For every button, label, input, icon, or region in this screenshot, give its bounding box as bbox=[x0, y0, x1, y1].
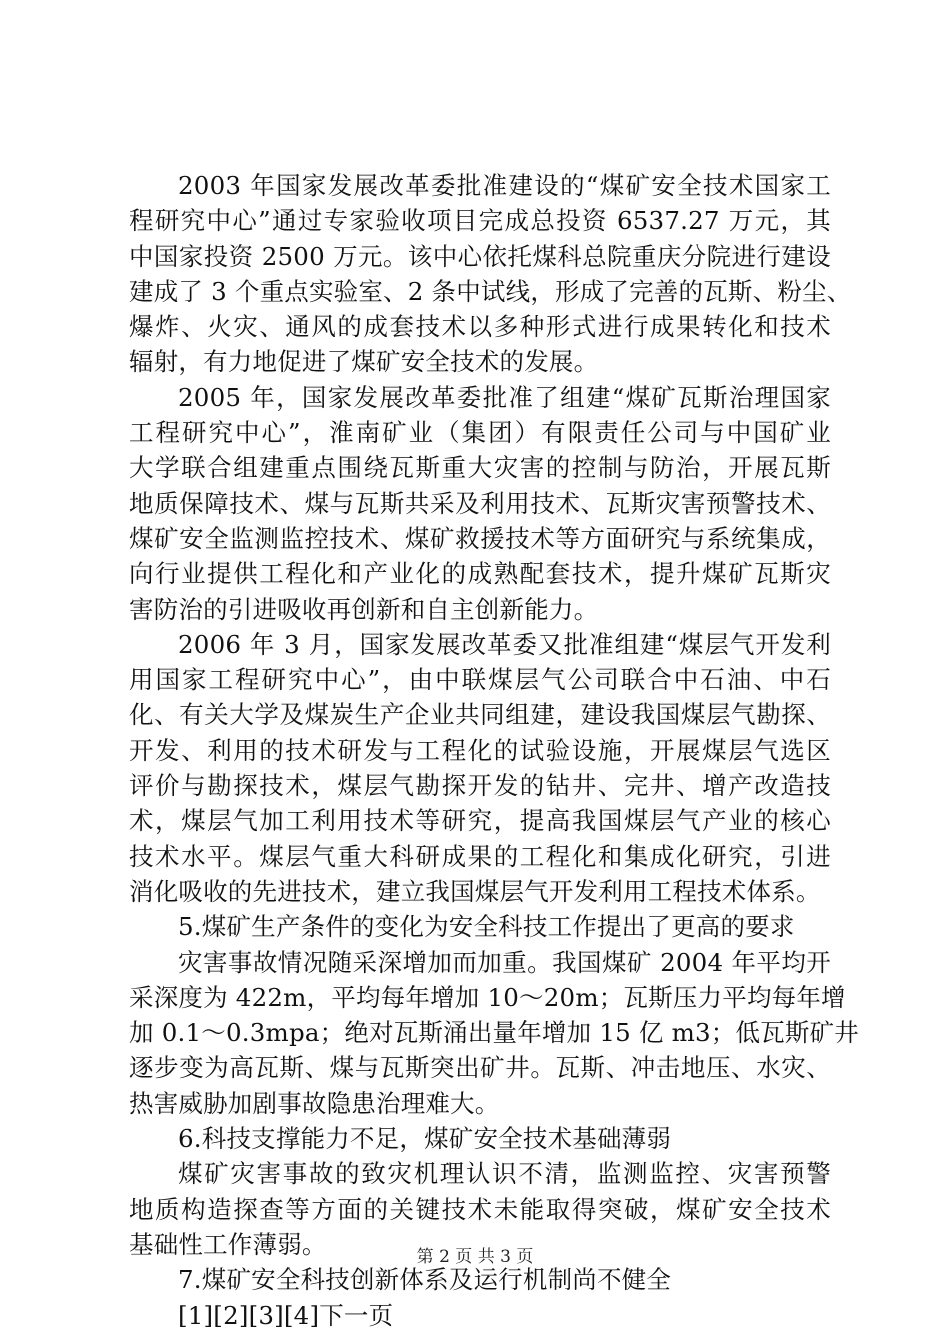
paragraph-line: 害防治的引进吸收再创新和自主创新能力。 bbox=[129, 594, 599, 624]
paragraph-line: 2006 年 3 月，国家发展改革委又批准组建“煤层气开发利 bbox=[178, 629, 831, 659]
document-body bbox=[129, 168, 859, 1333]
paragraph-line: 灾害事故情况随采深增加而加重。我国煤矿 2004 年平均开 bbox=[178, 947, 831, 977]
paragraph-line: 向行业提供工程化和产业化的成熟配套技术，提升煤矿瓦斯灾 bbox=[129, 559, 831, 589]
paragraph-line: 地质构造探查等方面的关键技术未能取得突破，煤矿安全技术 bbox=[129, 1194, 831, 1224]
paragraph-line: 术，煤层气加工利用技术等研究，提高我国煤层气产业的核心 bbox=[129, 806, 831, 836]
paragraph-2003-center bbox=[129, 168, 852, 380]
paragraph-line: 工程研究中心”，淮南矿业（集团）有限责任公司与中国矿业 bbox=[129, 418, 831, 448]
paragraph-line: 煤矿安全监测监控技术、煤矿救援技术等方面研究与系统集成， bbox=[129, 523, 831, 553]
paragraph-line: 爆炸、火灾、通风的成套技术以多种形式进行成果转化和技术 bbox=[129, 312, 831, 342]
paragraph-disaster-depth bbox=[129, 945, 859, 1121]
paragraph-line: 基础性工作薄弱。 bbox=[129, 1229, 327, 1259]
section-heading-5 bbox=[129, 909, 831, 944]
paragraph-line: 采深度为 422m，平均每年增加 10～20m；瓦斯压力平均每年增 bbox=[129, 982, 846, 1012]
paragraph-line: 建成了 3 个重点实验室、2 条中试线，形成了完善的瓦斯、粉尘、 bbox=[129, 276, 852, 306]
heading-line: 7.煤矿安全科技创新体系及运行机制尚不健全 bbox=[178, 1265, 672, 1295]
paragraph-line: 煤矿灾害事故的致灾机理认识不清，监测监控、灾害预警 bbox=[178, 1159, 831, 1189]
paragraph-line: 评价与勘探技术，煤层气勘探开发的钻井、完井、增产改造技 bbox=[129, 771, 831, 801]
paragraph-line: 地质保障技术、煤与瓦斯共采及利用技术、瓦斯灾害预警技术、 bbox=[129, 488, 831, 518]
section-heading-7 bbox=[129, 1262, 831, 1297]
paragraph-line: 热害威胁加剧事故隐患治理难大。 bbox=[129, 1088, 500, 1118]
paragraph-line: 技术水平。煤层气重大科研成果的工程化和集成化研究，引进 bbox=[129, 841, 831, 871]
paragraph-2006-center bbox=[129, 627, 831, 909]
paragraph-line: 辐射，有力地促进了煤矿安全技术的发展。 bbox=[129, 347, 599, 377]
section-heading-6 bbox=[129, 1121, 831, 1156]
paragraph-line: 消化吸收的先进技术，建立我国煤层气开发利用工程技术体系。 bbox=[129, 876, 821, 906]
paragraph-line: 大学联合组建重点围绕瓦斯重大灾害的控制与防治，开展瓦斯 bbox=[129, 453, 831, 483]
pagination-links[interactable] bbox=[129, 1298, 831, 1333]
paragraph-2005-center bbox=[129, 380, 831, 627]
paragraph-line: 2003 年国家发展改革委批准建设的“煤矿安全技术国家工 bbox=[178, 171, 831, 200]
paragraph-line: 中国家投资 2500 万元。该中心依托煤科总院重庆分院进行建设 bbox=[129, 241, 831, 271]
paragraph-line: 程研究中心”通过专家验收项目完成总投资 6537.27 万元，其 bbox=[129, 206, 831, 236]
paragraph-line: 开发、利用的技术研发与工程化的试验设施，开展煤层气选区 bbox=[129, 735, 831, 765]
heading-line: 5.煤矿生产条件的变化为安全科技工作提出了更高的要求 bbox=[178, 912, 795, 942]
paragraph-line: 用国家工程研究中心”，由中联煤层气公司联合中石油、中石 bbox=[129, 665, 831, 695]
heading-line: 6.科技支撑能力不足，煤矿安全技术基础薄弱 bbox=[178, 1124, 672, 1154]
paragraph-line: 2005 年，国家发展改革委批准了组建“煤矿瓦斯治理国家 bbox=[178, 382, 831, 412]
pagination-text[interactable]: [1][2][3][4]下一页 bbox=[178, 1300, 394, 1330]
paragraph-line: 逐步变为高瓦斯、煤与瓦斯突出矿井。瓦斯、冲击地压、水灾、 bbox=[129, 1053, 831, 1083]
page-footer: 第 2 页 共 3 页 bbox=[416, 1247, 534, 1267]
paragraph-line: 化、有关大学及煤炭生产企业共同组建，建设我国煤层气勘探、 bbox=[129, 700, 831, 730]
paragraph-line: 加 0.1～0.3mpa；绝对瓦斯涌出量年增加 15 亿 m3；低瓦斯矿井 bbox=[129, 1018, 859, 1048]
